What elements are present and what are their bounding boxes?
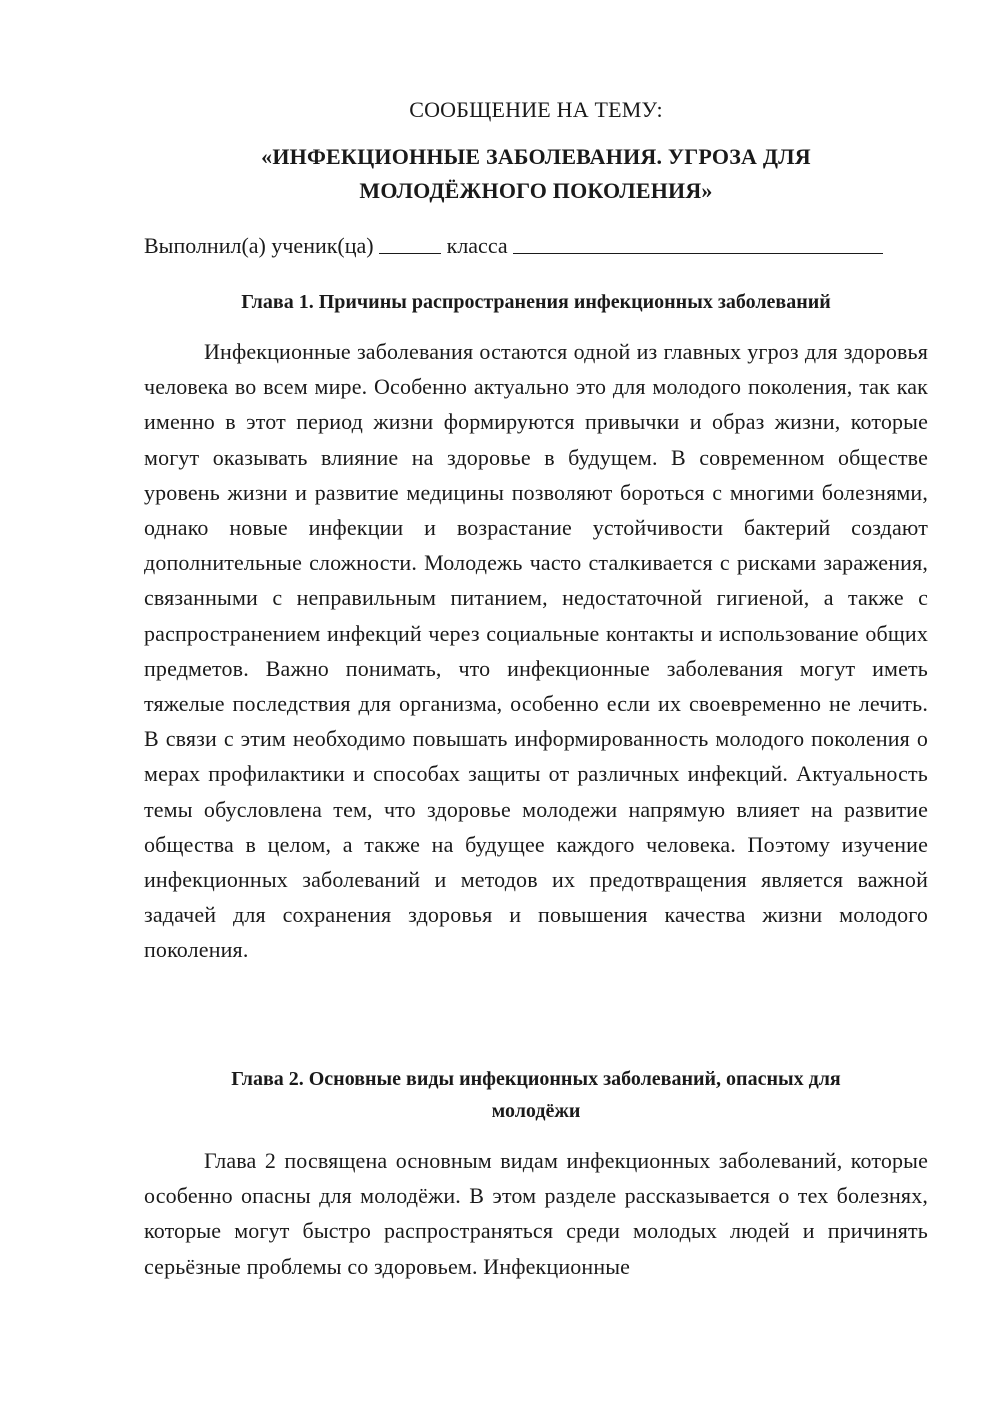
class-number-blank: [379, 229, 441, 254]
author-line: [144, 229, 928, 263]
document-title: [144, 140, 928, 208]
author-label: Выполнил(а) ученик(ца): [144, 233, 374, 258]
chapter-2-heading-line-1: Глава 2. Основные виды инфекционных заболеваний, опасных для: [231, 1068, 841, 1090]
document-title-line-2: МОЛОДЁЖНОГО ПОКОЛЕНИЯ»: [359, 178, 713, 203]
chapter-2-heading-line-2: молодёжи: [491, 1100, 581, 1122]
document-kicker: СООБЩЕНИЕ НА ТЕМУ:: [409, 97, 663, 122]
chapter-2-heading: [144, 1063, 928, 1127]
chapter-1-paragraph: Инфекционные заболевания остаются одной из главных угроз для здоровья человека во всем мире. Особенно актуально это для молодого поколения, так как именно в этот период жизни формируются привычки и образ жизни, которые могут оказывать влияние на здоровье в будущем. В современном обществе уровень жизни и развитие медицины позволяют бороться с многими болезнями, однако новые инфекции и возрастание устойчивости бактерий создают дополнительные сложности. Молодежь часто сталкивается с рисками заражения, связанными с неправильным питанием, недостаточной гигиеной, а также с распространением инфекций через социальные контакты и использование общих предметов. Важно понимать, что инфекционные заболевания могут иметь тяжелые последствия для организма, особенно если их своевременно не лечить. В связи с этим необходимо повышать информированность молодого поколения о мерах профилактики и способах защиты от различных инфекций. Актуальность темы обусловлена тем, что здоровье молодежи напрямую влияет на развитие общества в целом, а также на будущее каждого человека. Поэтому изучение инфекционных заболеваний и методов их предотвращения является важной задачей для сохранения здоровья и повышения качества жизни молодого поколения.: [144, 339, 928, 963]
document-title-line-1: «ИНФЕКЦИОННЫЕ ЗАБОЛЕВАНИЯ. УГРОЗА ДЛЯ: [261, 144, 811, 169]
student-name-blank: [513, 229, 883, 254]
chapter-1-heading: [144, 286, 928, 318]
class-label: класса: [446, 233, 508, 258]
chapter-2-paragraph: Глава 2 посвящена основным видам инфекционных заболеваний, которые особенно опасны для молодёжи. В этом разделе рассказывается о тех болезнях, которые могут быстро распространяться среди молодых людей и причинять серьёзные проблемы со здоровьем. Инфекционные: [144, 1148, 928, 1279]
chapter-1-heading-text: Глава 1. Причины распространения инфекционных заболеваний: [241, 291, 831, 313]
